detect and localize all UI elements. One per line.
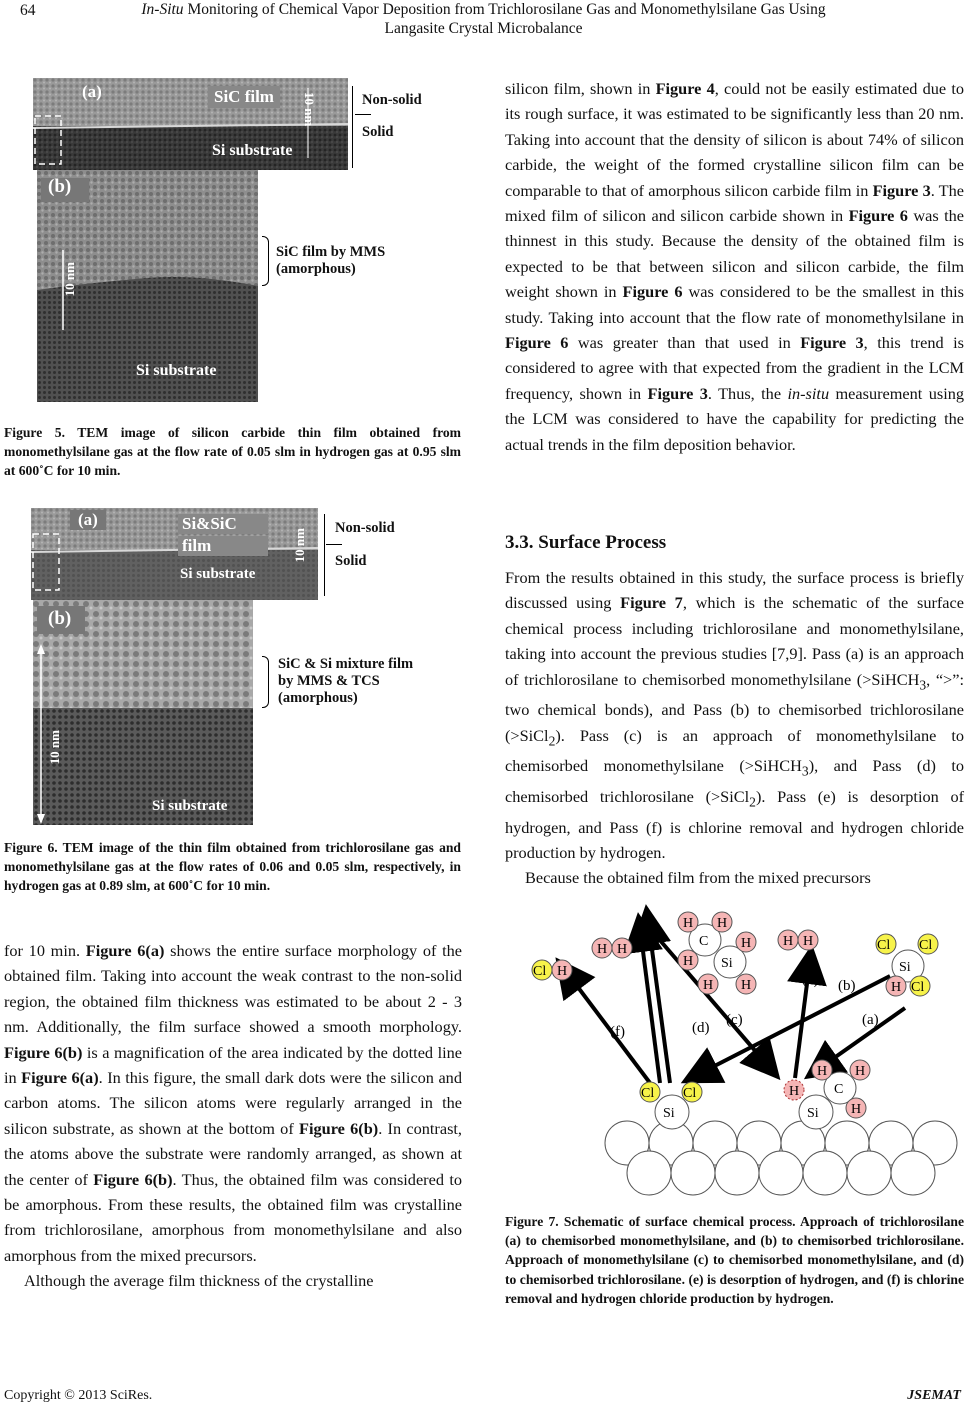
fig6-scale-b: 10 nm (47, 730, 62, 765)
chemisorbed-sicl2 (640, 1082, 702, 1129)
fig6-film-label-1: Si&SiC (178, 514, 268, 534)
svg-text:H: H (741, 978, 752, 993)
right-column-body-bottom (505, 565, 964, 891)
svg-text:C: C (699, 934, 709, 949)
fig6-non-solid: Non-solid (335, 520, 395, 536)
svg-text:H: H (851, 1102, 862, 1117)
fig5-interface-line (355, 114, 371, 115)
figure-7-schematic (520, 898, 960, 1198)
svg-text:Cl: Cl (911, 980, 925, 995)
svg-text:H: H (891, 980, 902, 995)
right-paragraph-3: Because the obtained film from the mixed precursors (525, 868, 871, 888)
running-header (0, 0, 967, 38)
svg-text:H: H (803, 934, 814, 949)
running-title-line2: Langasite Crystal Microbalance (384, 20, 583, 37)
svg-text:H: H (741, 936, 752, 951)
svg-text:Si: Si (663, 1106, 675, 1121)
fig5-amorphous: (amorphous) (276, 261, 356, 277)
fig6-caption: Figure 6. TEM image of the thin film obtained from trichlorosilane gas and monomethylsilane gas at the flow rates of 0.06 and 0.05 slm, respectively, in hydrogen gas at 0.89 slm, at 600˚C for 10 min. (4, 840, 461, 894)
svg-text:Cl: Cl (641, 1086, 655, 1101)
fig6-tem-image-b (33, 600, 253, 825)
svg-text:Cl: Cl (683, 1086, 697, 1101)
pass-d-label: (d) (692, 1020, 710, 1036)
footer-copyright: Copyright © 2013 SciRes. (4, 1388, 153, 1403)
svg-text:H: H (557, 964, 568, 979)
left-column-body (4, 938, 462, 1294)
fig6-solid: Solid (335, 553, 367, 569)
svg-text:H: H (683, 916, 694, 931)
svg-text:H: H (783, 934, 794, 949)
svg-text:C: C (834, 1082, 844, 1097)
hcl-molecule (532, 960, 572, 980)
pass-e-label: (e) (802, 972, 819, 988)
fig6-film-by-1: SiC & Si mixture film (278, 656, 414, 672)
right-column-body-top (505, 76, 964, 457)
fig6-label-a: (a) (70, 510, 106, 530)
svg-text:Si: Si (899, 960, 911, 975)
svg-text:H: H (855, 1064, 866, 1079)
fig6-film-label-2: film (178, 536, 268, 556)
fig5-scale-b: 10 nm (62, 262, 77, 297)
fig7-caption: Figure 7. Schematic of surface chemical process. Approach of trichlorosilane (a) to chemisorbed monomethylsilane, and (b) to chemisorbed trichlorosilane. Approach of monomethylsilane (c) to chemisorbed monomethylsilane, and (d) to chemisorbed trichlorosilane. (e) is desorption of hydrogen, and (f) is chlorine removal and hydrogen chloride production by hydrogen. (505, 1214, 964, 1306)
fig5-substrate-label-b: Si substrate (136, 362, 217, 379)
pass-a-label: (a) (862, 1012, 879, 1028)
svg-text:H: H (617, 942, 628, 957)
running-title: In-Situ Monitoring of Chemical Vapor Deposition from Trichlorosilane Gas and Monomethylsilane Gas Using (141, 1, 826, 18)
page-number: 64 (20, 2, 36, 19)
monomethylsilane-molecule (678, 912, 756, 994)
substrate-atoms (605, 1121, 957, 1195)
svg-text:Cl: Cl (877, 938, 891, 953)
fig5-caption: Figure 5. TEM image of silicon carbide thin film obtained from monomethylsilane gas at the flow rate of 0.05 slm in hydrogen gas at 0.95 slm at 600˚C for 10 min. (4, 425, 461, 479)
pass-c-label: (c) (726, 1012, 743, 1028)
fig5-label-a: (a) (82, 82, 102, 101)
trichlorosilane-molecule (876, 934, 938, 996)
fig5-brace (262, 236, 269, 286)
h2-molecule-left (592, 938, 632, 958)
section-heading: 3.3. Surface Process (505, 532, 667, 553)
right-paragraph-1: silicon film, shown in Figure 4, could not be easily estimated due to its rough surface, it was estimated to be significantly less than 20 nm. Taking into account that the density of silicon is about 74% of silicon carbide, the weight of the formed crystalline silicon film can be comparable to that of amorphous silicon carbide film in Figure 3. The mixed film of silicon and silicon carbide shown in Figure 6 was the thinnest in this study. Because the density of the obtained film is expected to be that between silicon and silicon carbide, the film weight shown in Figure 6 was considered to be the smallest in this study. Taking into account that the flow rate of monomethylsilane in Figure 6 was greater than that used in Figure 3, this trend is considered to agree with that expected from the gradient in the LCM frequency, shown in Figure 3. Thus, the in-situ measurement using the LCM was considered to have the capability for predicting the actual trends in the film deposition behavior. (505, 79, 964, 454)
fig6-substrate-label-a: Si substrate (180, 566, 256, 582)
left-paragraph-1: for 10 min. Figure 6(a) shows the entire surface morphology of the obtained film. Taking into account the weak contrast to the non-solid region, the obtained film thickness was estimated to be about 2 - 3 nm. Additionally, the film surface showed a smooth morphology. Figure 6(b) is a magnification of the area indicated by the dotted line in Figure 6(a). In this figure, the small dark dots were the silicon and carbon atoms. The silicon atoms were regularly arranged in the silicon substrate, as shown at the bottom of Figure 6(b). In contrast, the atoms above the substrate were randomly arranged, as shown at the center of Figure 6(b). Thus, the obtained film was considered to be amorphous. From these results, the obtained film was crystalline from trichlorosilane, amorphous from monomethylsilane and also amorphous from the mixed precursors. (4, 941, 463, 1265)
h2-molecule-center (778, 930, 818, 950)
fig5-solid: Solid (362, 124, 394, 140)
svg-text:H: H (817, 1064, 828, 1079)
svg-text:Cl: Cl (919, 938, 933, 953)
fig6-brace (262, 656, 269, 708)
fig5-scale-a: 10 nm (302, 92, 317, 127)
svg-text:H: H (683, 954, 694, 969)
svg-text:Si: Si (807, 1106, 819, 1121)
svg-text:H: H (717, 916, 728, 931)
fig6-interface-line (326, 544, 342, 545)
right-paragraph-2: From the results obtained in this study, the surface process is briefly discussed using Figure 7, which is the schematic of the surface chemical process including trichlorosilane and monomethylsilane, taking into account the previous studies [7,9]. Pass (a) is an approach of trichlorosilane to chemisorbed monomethylsilane (>SiHCH$_3$, “>”: two chemical bonds), and Pass (b) to chemisorbed trichlorosilane (>SiCl$_2$). Pass (c) is an approach of monomethylsilane to chemisorbed monomethylsilane (>SiHCH$_3$), and Pass (d) to chemisorbed trichlorosilane (>SiCl$_2$). Pass (e) is desorption of hydrogen, and Pass (f) is chlorine removal and hydrogen chloride production by hydrogen. (505, 568, 965, 863)
fig5-substrate-label-a: Si substrate (212, 142, 293, 159)
fig5-non-solid: Non-solid (362, 92, 422, 108)
svg-text:Si: Si (721, 956, 733, 971)
svg-text:H: H (597, 942, 608, 957)
fig6-amorphous: (amorphous) (278, 690, 358, 706)
svg-text:H: H (703, 978, 714, 993)
svg-text:H: H (789, 1084, 800, 1099)
fig6-substrate-label-b: Si substrate (152, 798, 228, 814)
fig5-divider (352, 86, 353, 168)
left-paragraph-2: Although the average film thickness of the crystalline (24, 1271, 374, 1291)
pass-b-label: (b) (838, 978, 856, 994)
fig6-label-b: (b) (48, 608, 72, 629)
fig6-scale-a: 10 nm (292, 528, 307, 563)
pass-f-label: (f) (610, 1024, 625, 1040)
footer-journal: JSEMAT (907, 1388, 961, 1403)
fig6-divider (324, 514, 325, 596)
fig5-film-label: SiC film (208, 86, 280, 108)
fig5-label-b: (b) (48, 176, 72, 197)
fig5-film-by: SiC film by MMS (276, 244, 386, 260)
fig6-film-by-2: by MMS & TCS (278, 673, 380, 689)
svg-text:Cl: Cl (533, 964, 547, 979)
